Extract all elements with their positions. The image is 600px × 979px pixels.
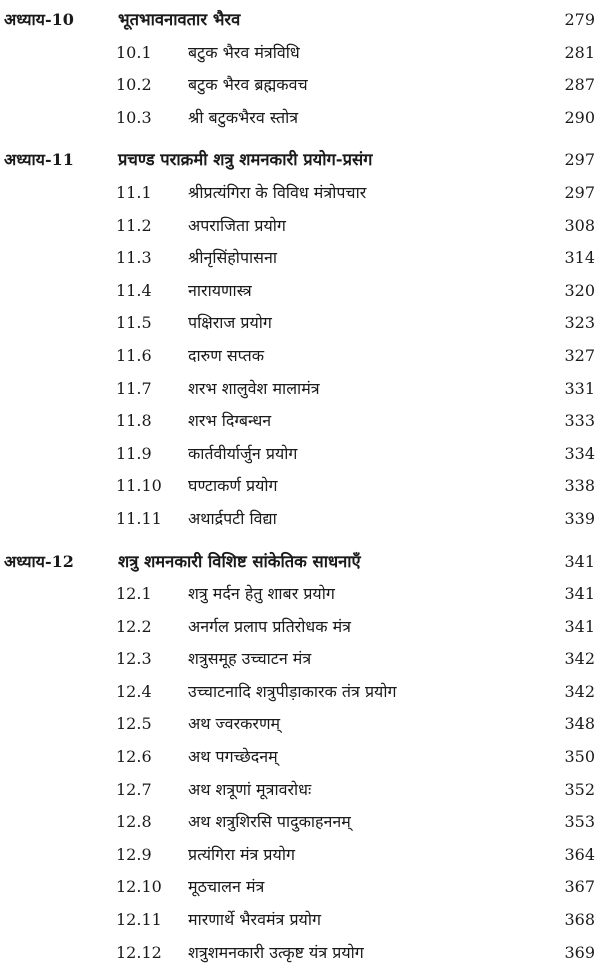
section-page-number: 352	[564, 779, 595, 799]
section-row	[0, 937, 600, 970]
section-row	[0, 578, 600, 611]
section-title: बटुक भैरव ब्रह्मकवच	[188, 75, 308, 95]
section-title: शरभ दिग्बन्धन	[188, 411, 272, 431]
section-title: दारुण सप्तक	[188, 345, 265, 365]
section-number: 12.9	[116, 844, 152, 864]
section-row	[0, 307, 600, 340]
section-title: अथ पगच्छेदनम्	[188, 747, 278, 767]
section-number: 11.3	[116, 248, 152, 268]
section-title: बटुक भैरव मंत्रविधि	[188, 42, 300, 62]
section-page-number: 341	[564, 616, 595, 636]
chapter-title: भूतभावनावतार भैरव	[118, 10, 241, 29]
chapter-label: अध्याय-11	[4, 150, 74, 170]
chapter-page-number: 297	[564, 150, 595, 170]
section-number: 10.2	[116, 75, 152, 95]
chapter-12	[0, 546, 600, 970]
section-title: श्री बटुकभैरव स्तोत्र	[188, 107, 299, 127]
section-page-number: 342	[564, 649, 595, 669]
section-row	[0, 806, 600, 839]
section-title: अथार्द्रपटी विद्या	[188, 508, 277, 528]
section-number: 11.1	[116, 182, 152, 202]
section-title: नारायणास्त्र	[188, 280, 252, 300]
section-title: प्रत्यंगिरा मंत्र प्रयोग	[188, 844, 295, 864]
chapter-title: प्रचण्ड पराक्रमी शत्रु शमनकारी प्रयोग-प्रसंग	[118, 150, 373, 170]
section-number: 10.3	[116, 107, 152, 127]
table-of-contents	[0, 4, 600, 979]
section-page-number: 348	[564, 714, 595, 734]
section-page-number: 364	[564, 844, 595, 864]
section-title: अथ शत्रुशिरसि पादुकाहननम्	[188, 812, 351, 832]
section-title: श्रीप्रत्यंगिरा के विविध मंत्रोपचार	[188, 182, 367, 202]
section-title: शत्रु मर्दन हेतु शाबर प्रयोग	[188, 584, 335, 604]
section-title: मारणार्थे भैरवमंत्र प्रयोग	[188, 910, 321, 930]
section-number: 12.8	[116, 812, 152, 832]
section-page-number: 320	[564, 280, 595, 300]
section-row	[0, 611, 600, 644]
section-row	[0, 37, 600, 70]
section-row	[0, 708, 600, 741]
section-number: 12.5	[116, 714, 152, 734]
section-row	[0, 503, 600, 536]
section-title: शत्रुसमूह उच्चाटन मंत्र	[188, 649, 312, 669]
chapter-10	[0, 4, 600, 134]
section-page-number: 287	[564, 75, 595, 95]
section-number: 11.2	[116, 215, 152, 235]
section-number: 10.1	[116, 42, 152, 62]
section-title: अथ शत्रूणां मूत्रावरोधः	[188, 779, 312, 799]
section-number: 11.10	[116, 476, 162, 496]
section-title: श्रीनृसिंहोपासना	[188, 248, 278, 268]
chapter-page-number: 341	[564, 551, 595, 571]
section-number: 12.7	[116, 779, 152, 799]
chapter-heading-row	[0, 144, 600, 177]
section-title: शत्रुशमनकारी उत्कृष्ट यंत्र प्रयोग	[188, 942, 364, 962]
section-number: 11.7	[116, 378, 152, 398]
section-title: अनर्गल प्रलाप प्रतिरोधक मंत्र	[188, 616, 351, 636]
section-row	[0, 373, 600, 406]
section-number: 11.5	[116, 313, 152, 333]
section-page-number: 367	[564, 877, 595, 897]
section-row	[0, 470, 600, 503]
section-row	[0, 676, 600, 709]
section-page-number: 334	[564, 443, 595, 463]
section-page-number: 368	[564, 910, 595, 930]
chapter-label: अध्याय-12	[4, 551, 74, 571]
section-row	[0, 438, 600, 471]
section-page-number: 333	[564, 411, 595, 431]
section-page-number: 342	[564, 681, 595, 701]
chapter-label: अध्याय-10	[4, 10, 74, 29]
section-number: 11.9	[116, 443, 152, 463]
section-page-number: 308	[564, 215, 595, 235]
section-page-number: 338	[564, 476, 595, 496]
section-number: 12.4	[116, 681, 152, 701]
section-row	[0, 904, 600, 937]
section-page-number: 281	[564, 42, 595, 62]
section-row	[0, 774, 600, 807]
section-row	[0, 871, 600, 904]
section-row	[0, 839, 600, 872]
section-title: शरभ शालुवेश मालामंत्र	[188, 378, 320, 398]
section-row	[0, 405, 600, 438]
section-number: 12.2	[116, 616, 152, 636]
section-page-number: 339	[564, 508, 595, 528]
section-row	[0, 242, 600, 275]
chapter-page-number: 279	[564, 10, 595, 29]
section-row	[0, 102, 600, 135]
section-page-number: 314	[564, 248, 595, 268]
section-number: 11.6	[116, 345, 152, 365]
section-title: घण्टाकर्ण प्रयोग	[188, 476, 278, 496]
section-page-number: 323	[564, 313, 595, 333]
section-title: पक्षिराज प्रयोग	[188, 313, 272, 333]
chapter-heading-row	[0, 546, 600, 579]
section-title: मूठचालन मंत्र	[188, 877, 265, 897]
section-title: अपराजिता प्रयोग	[188, 215, 286, 235]
section-row	[0, 177, 600, 210]
section-number: 12.1	[116, 584, 152, 604]
chapter-11	[0, 144, 600, 535]
section-title: कार्तवीर्यार्जुन प्रयोग	[188, 443, 298, 463]
section-number: 11.8	[116, 411, 152, 431]
section-number: 12.11	[116, 910, 162, 930]
section-page-number: 327	[564, 345, 595, 365]
section-page-number: 341	[564, 584, 595, 604]
section-number: 12.12	[116, 942, 162, 962]
section-number: 12.3	[116, 649, 152, 669]
section-row	[0, 741, 600, 774]
section-title: अथ ज्वरकरणम्	[188, 714, 281, 734]
section-number: 12.6	[116, 747, 152, 767]
section-page-number: 290	[564, 107, 595, 127]
chapter-heading-row	[0, 4, 600, 37]
section-page-number: 353	[564, 812, 595, 832]
section-number: 12.10	[116, 877, 162, 897]
section-number: 11.4	[116, 280, 152, 300]
section-page-number: 369	[564, 942, 595, 962]
chapter-title: शत्रु शमनकारी विशिष्ट सांकेतिक साधनाएँ	[118, 551, 361, 571]
section-row	[0, 340, 600, 373]
section-number: 11.11	[116, 508, 162, 528]
section-row	[0, 210, 600, 243]
section-page-number: 331	[564, 378, 595, 398]
section-row	[0, 643, 600, 676]
section-page-number: 350	[564, 747, 595, 767]
section-row	[0, 275, 600, 308]
section-page-number: 297	[564, 182, 595, 202]
section-title: उच्चाटनादि शत्रुपीड़ाकारक तंत्र प्रयोग	[188, 681, 397, 701]
section-row	[0, 69, 600, 102]
